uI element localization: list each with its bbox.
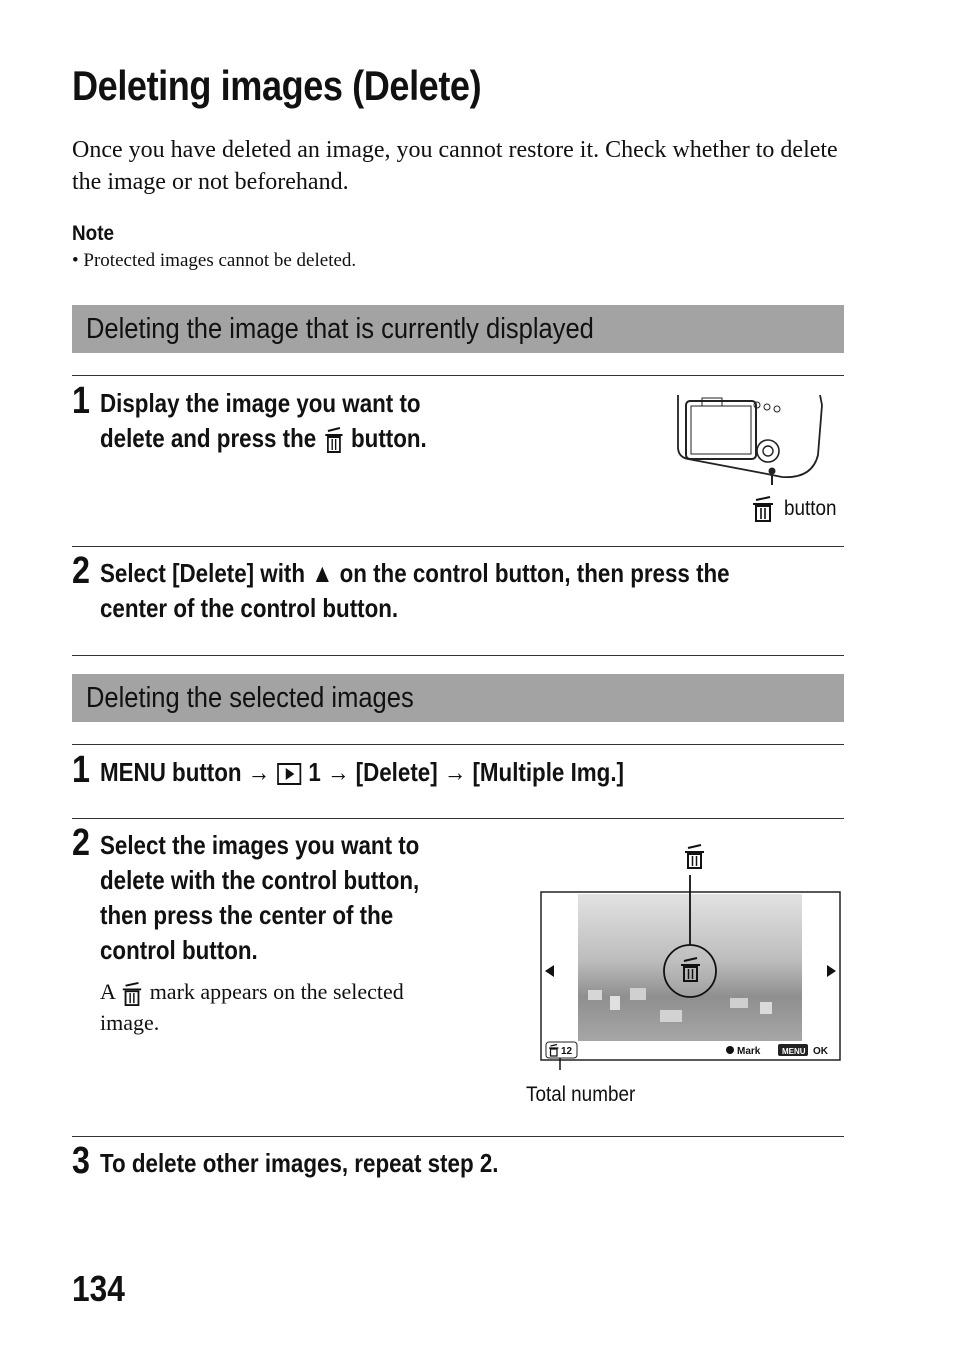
step-line: center of the control button.: [100, 593, 399, 623]
trash-icon: [120, 981, 144, 1007]
section-heading: Deleting the image that is currently displayed: [86, 313, 594, 345]
step-text: [100, 386, 427, 456]
arrow: →: [247, 757, 271, 787]
step-line: delete with the control button,: [100, 865, 420, 895]
note-text: • Protected images cannot be deleted.: [72, 250, 357, 271]
divider: [72, 1136, 844, 1137]
playback-icon: [276, 761, 302, 787]
step-number: 1: [72, 749, 90, 791]
step-subtext: [100, 976, 460, 1038]
step-line-part: delete and press the: [100, 423, 317, 453]
total-count: 12: [561, 1046, 573, 1057]
note-heading: Note: [72, 222, 115, 245]
subtext-part: A: [100, 979, 115, 1004]
menu-path-part: 1: [308, 757, 321, 787]
step-number: 2: [72, 550, 90, 592]
step-number: 1: [72, 380, 90, 422]
step-text: [100, 755, 624, 790]
total-number-caption: Total number: [526, 1083, 636, 1106]
step-text: [100, 828, 419, 968]
intro-text: Once you have deleted an image, you cannot restore it. Check whether to delete the image or not beforehand.: [72, 137, 838, 195]
step-line: control button.: [100, 935, 258, 965]
trash-button-caption: [750, 494, 843, 524]
menu-label: MENU: [782, 1047, 806, 1056]
mark-label: Mark: [737, 1046, 761, 1057]
menu-path-part: MENU button: [100, 757, 242, 787]
divider: [72, 546, 844, 547]
subtext-part: image.: [100, 1010, 160, 1035]
arrow: →: [443, 757, 467, 787]
step-line: then press the center of the: [100, 900, 394, 930]
arrow: →: [327, 757, 350, 787]
trash-icon: [750, 494, 776, 524]
screen-illustration: [540, 840, 842, 1070]
section-heading: Deleting the selected images: [86, 682, 414, 714]
camera-back-illustration: [672, 395, 832, 485]
step-number: 3: [72, 1140, 90, 1182]
divider: [72, 818, 844, 819]
section-band-current: [72, 305, 844, 353]
menu-path-part: [Multiple Img.]: [472, 757, 624, 787]
trash-icon: [685, 845, 704, 868]
step-line: [100, 421, 427, 456]
subtext-part: mark appears on the selected: [149, 979, 404, 1004]
step-line: Select the images you want to: [100, 830, 420, 860]
divider: [72, 375, 844, 376]
section-band-selected: [72, 674, 844, 722]
caption-label: button: [784, 497, 838, 520]
divider: [72, 655, 844, 656]
step-line-part: button.: [351, 423, 427, 453]
page-title: Deleting images (Delete): [72, 62, 482, 109]
step-line: Display the image you want to: [100, 388, 421, 418]
ok-label: OK: [813, 1046, 828, 1057]
step-line: Select [Delete] with ▲ on the control button, then press the: [100, 558, 730, 588]
page-number: 134: [72, 1268, 125, 1309]
divider: [72, 744, 844, 745]
menu-path-part: [Delete]: [355, 757, 438, 787]
step-text: [100, 556, 730, 626]
step-text: To delete other images, repeat step 2.: [100, 1148, 499, 1178]
step-number: 2: [72, 822, 90, 864]
trash-icon: [322, 426, 344, 454]
